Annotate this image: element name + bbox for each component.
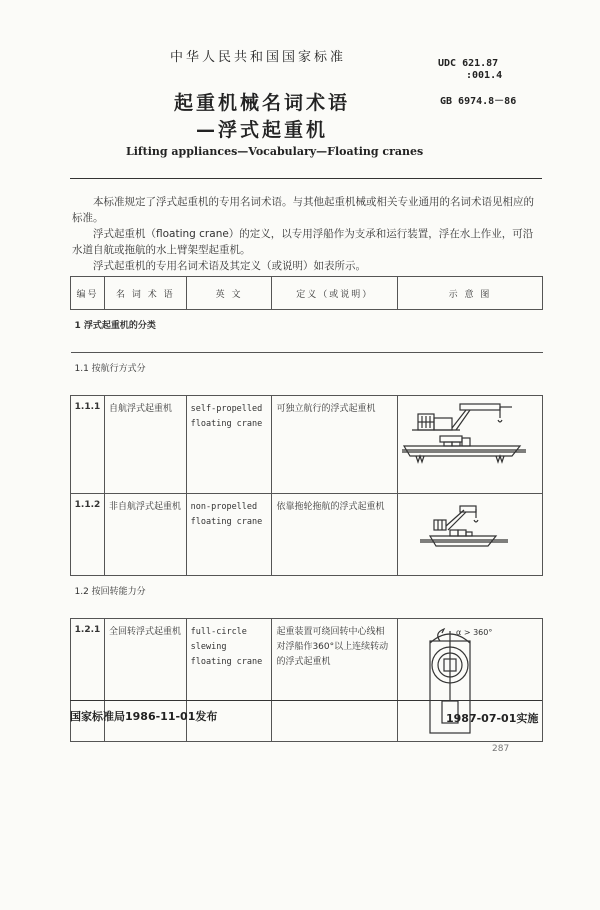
subsection-heading: 1.1 按航行方式分 <box>71 353 543 396</box>
page-number: 287 <box>492 744 510 754</box>
term-definition: 依靠拖轮拖航的浮式起重机 <box>272 494 398 576</box>
term-number: 1.2.1 <box>71 619 105 742</box>
term-chinese: 自航浮式起重机 <box>104 396 186 494</box>
slew-angle-label: α > 360° <box>455 628 493 637</box>
header-divider <box>70 178 542 179</box>
term-english: self-propelled floating crane <box>186 396 272 494</box>
table-header-row <box>71 277 543 310</box>
effective-date: 1987-07-01实施 <box>446 712 539 725</box>
doc-title: 起重机械名词术语 <box>174 92 351 114</box>
intro-text <box>72 194 542 274</box>
section-heading: 1 浮式起重机的分类 <box>71 310 543 353</box>
term-english: full-circle slewing floating crane <box>186 619 272 742</box>
term-number: 1.1.2 <box>71 494 105 576</box>
terms-table <box>70 276 543 742</box>
table-row <box>71 494 543 576</box>
standard-name: 中华人民共和国国家标准 <box>170 50 347 65</box>
term-definition: 可独立航行的浮式起重机 <box>272 396 398 494</box>
udc-code: UDC 621.87 <box>438 58 499 69</box>
col-header-diagram: 示 意 图 <box>397 277 542 310</box>
term-english: non-propelled floating crane <box>186 494 272 576</box>
col-header-definition: 定义（或说明） <box>272 277 398 310</box>
table-row <box>71 396 543 494</box>
section-row <box>71 310 543 353</box>
issue-date: 国家标准局1986-11-01发布 <box>70 710 218 723</box>
col-header-english: 英 文 <box>186 277 272 310</box>
section-row <box>71 576 543 619</box>
col-header-number: 编号 <box>71 277 105 310</box>
subsection-heading: 1.2 按回转能力分 <box>71 576 543 619</box>
diagram-cell <box>397 494 542 576</box>
intro-paragraph-1: 本标准规定了浮式起重机的专用名词术语。与其他起重机械或相关专业通用的名词术语见相应的标准。 <box>72 196 534 224</box>
footer-divider <box>70 700 542 701</box>
term-chinese: 全回转浮式起重机 <box>104 619 186 742</box>
non-propelled-crane-diagram <box>400 496 540 568</box>
self-propelled-crane-diagram <box>400 398 540 488</box>
diagram-cell <box>397 396 542 494</box>
section-row <box>71 353 543 396</box>
term-definition: 起重装置可绕回转中心线相对浮船作360°以上连续转动的浮式起重机 <box>272 619 398 742</box>
term-number: 1.1.1 <box>71 396 105 494</box>
udc-code-suffix: :001.4 <box>466 70 503 81</box>
term-chinese: 非自航浮式起重机 <box>104 494 186 576</box>
doc-title-english: Lifting appliances—Vocabulary—Floating cranes <box>126 145 424 158</box>
gb-number: GB 6974.8－86 <box>440 96 517 107</box>
intro-paragraph-3: 浮式起重机的专用名词术语及其定义（或说明）如表所示。 <box>93 260 366 272</box>
col-header-term: 名 词 术 语 <box>104 277 186 310</box>
intro-paragraph-2: 浮式起重机（floating crane）的定义，以专用浮船作为支承和运行装置，浮在水上作业，可沿水道自航或拖航的水上臂架型起重机。 <box>72 228 534 256</box>
doc-subtitle: —浮式起重机 <box>196 119 329 141</box>
